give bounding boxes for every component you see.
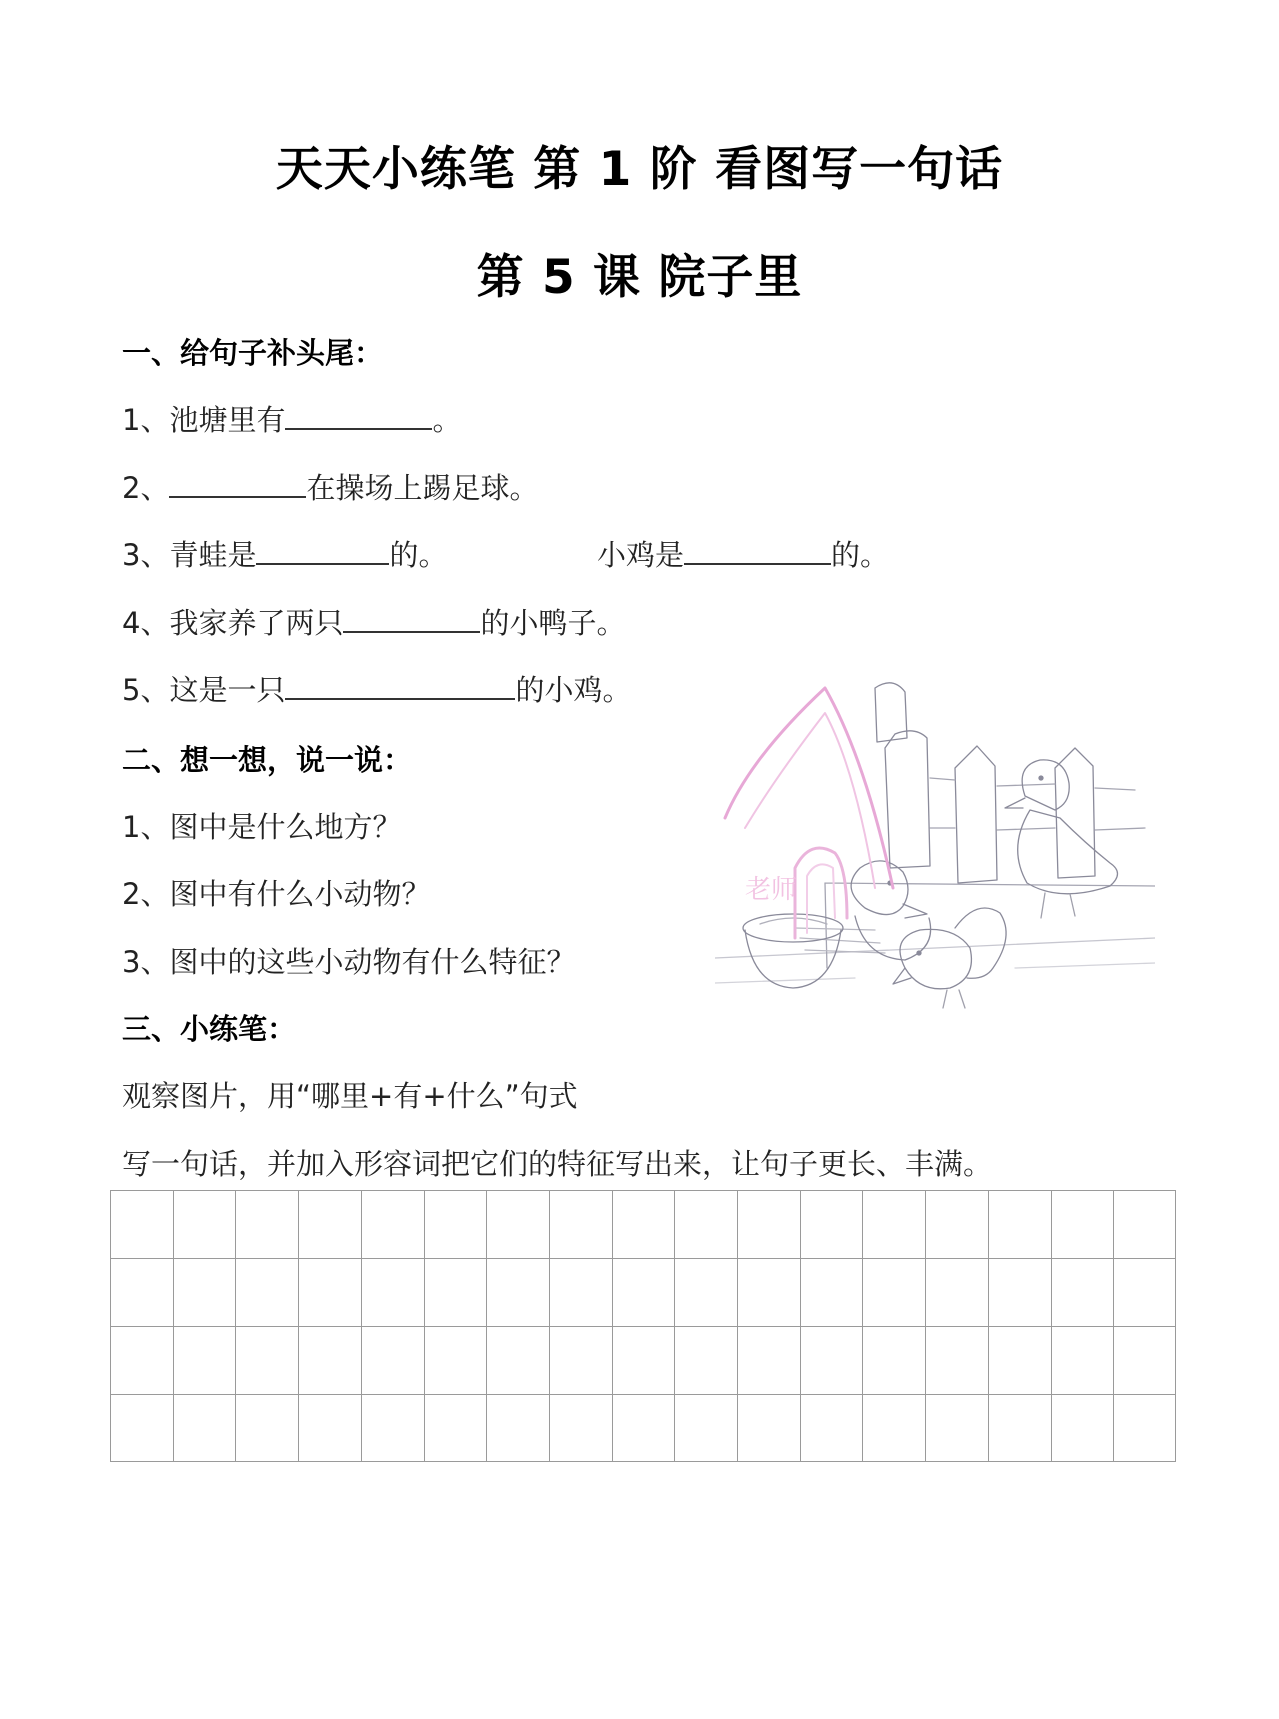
exercise-item-5: 5、这是一只 的小鸡。 (122, 668, 631, 709)
writing-grid[interactable] (110, 1190, 1176, 1462)
answer-blank[interactable] (256, 535, 389, 565)
lesson-title: 第 5 课 院子里 (476, 250, 803, 305)
exercise-item-2: 2、 在操场上踢足球。 (122, 466, 538, 507)
exercise-item-3b: 小鸡是 的。 (597, 533, 889, 574)
exercise-item-3a: 3、青蛙是 的。 (122, 533, 447, 574)
instruction-line-1: 观察图片，用“哪里+有+什么”句式 (122, 1079, 578, 1113)
answer-blank[interactable] (285, 670, 515, 700)
instruction-line-2: 写一句话，并加入形容词把它们的特征写出来，让句子更长、丰满。 (122, 1147, 993, 1181)
section2-heading: 二、想一想，说一说： (122, 743, 413, 777)
answer-blank[interactable] (169, 468, 306, 498)
section1-heading: 一、给句子补头尾： (122, 336, 384, 370)
courtyard-illustration (715, 668, 1155, 1048)
answer-blank[interactable] (684, 535, 831, 565)
exercise-item-4: 4、我家养了两只 的小鸭子。 (122, 601, 625, 642)
watermark-text: 老师 (745, 875, 798, 905)
page-title: 天天小练笔 第 1 阶 看图写一句话 (275, 142, 1004, 197)
question-2: 2、图中有什么小动物？ (122, 877, 431, 911)
question-3: 3、图中的这些小动物有什么特征？ (122, 945, 576, 979)
section3-heading: 三、小练笔： (122, 1012, 297, 1046)
exercise-item-1: 1、池塘里有 。 (122, 398, 461, 439)
answer-blank[interactable] (285, 400, 432, 430)
answer-blank[interactable] (343, 603, 480, 633)
question-1: 1、图中是什么地方？ (122, 810, 402, 844)
